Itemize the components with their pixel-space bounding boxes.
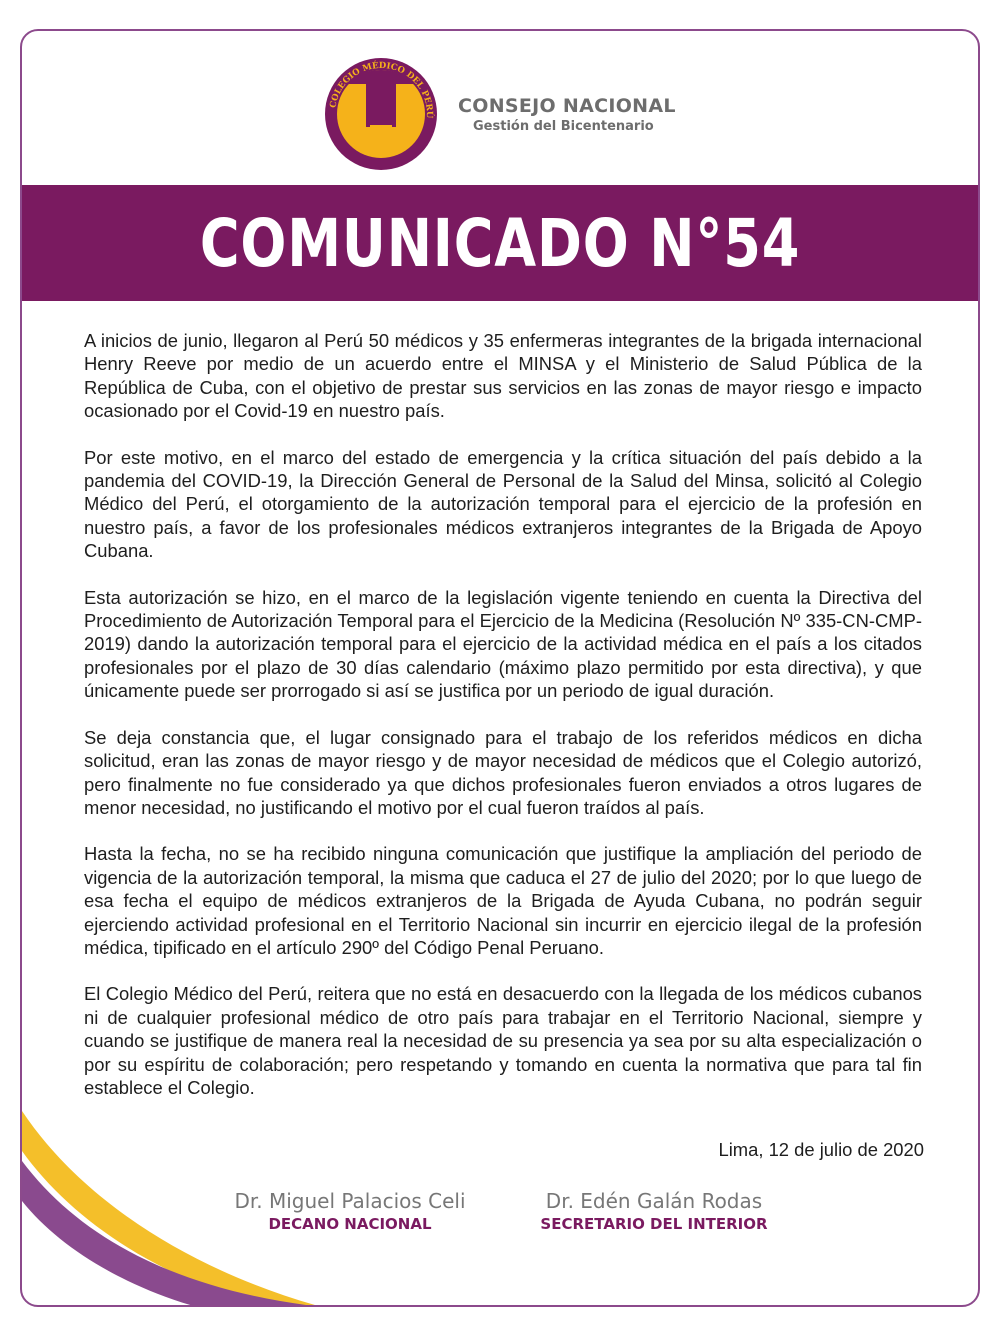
paragraph-2: Por este motivo, en el marco del estado de emergencia y la crítica situación del país debido a la pandemia del COVID-19, la Dirección General de Personal de la Salud del Minsa, solicitó al Colegio Médico del Perú, el otorgamiento de la autorización temporal para el ejercicio de la profesión en nuestro país, a favor de los profesionales médicos extranjeros integrantes de la Brigada de Apoyo Cubana. xyxy=(84,446,922,562)
logo-ring-text: COLEGIO MÉDICO DEL PERÚ xyxy=(328,60,435,119)
signature-role: SECRETARIO DEL INTERIOR xyxy=(540,1215,768,1233)
signature-role: DECANO NACIONAL xyxy=(268,1215,432,1233)
title-banner xyxy=(22,185,978,301)
org-name: CONSEJO NACIONAL xyxy=(458,95,676,117)
signature-secretary xyxy=(534,1189,774,1233)
signature-name: Dr. Edén Galán Rodas xyxy=(545,1189,763,1213)
org-subtitle: Gestión del Bicentenario xyxy=(473,119,654,134)
signature-name: Dr. Miguel Palacios Celi xyxy=(234,1189,466,1213)
date-line: Lima, 12 de julio de 2020 xyxy=(718,1139,924,1160)
org-heading xyxy=(458,95,676,134)
communique-card xyxy=(20,29,980,1307)
paragraph-5: Hasta la fecha, no se ha recibido ninguna comunicación que justifique la ampliación del periodo de vigencia de la autorización temporal, la misma que caduca el 27 de julio del 2020; por lo que luego de esa fecha el equipo de médicos extranjeros de la Brigada de Ayuda Cubana, no podrán seguir ejerciendo actividad profesional en el Territorio Nacional sin incurrir en ejercicio ilegal de la profesión médica, tipificado en el artículo 290º del Código Penal Peruano. xyxy=(84,843,922,958)
paragraph-3: Esta autorización se hizo, en el marco de la legislación vigente teniendo en cuenta la Directiva del Procedimiento de Autorización Temporal para el Ejercicio de la Medicina (Resolución Nº 335-CN-CMP-2019) dando la autorización temporal para el ejercicio de la actividad médica en el país a los citados profesionales por el plazo de 30 días calendario (máximo plazo permitido por esta directiva), y que únicamente puede ser prorrogado si así se justifica por un periodo de igual duración. xyxy=(84,586,922,702)
communique-body xyxy=(84,329,922,1122)
colegio-medico-logo xyxy=(324,57,438,171)
decorative-swoosh xyxy=(22,1091,342,1307)
paragraph-6: El Colegio Médico del Perú, reitera que no está en desacuerdo con la llegada de los médicos cubanos ni de cualquier profesional médico de otro país para trabajar en el Territorio Nacional, siempre y cuando se justifique de manera real la necesidad de su presencia ya sea por su alta especialización o por su espíritu de colaboración; pero respetando y tomando en cuenta la normativa que para tal fin establece el Colegio. xyxy=(84,983,922,1098)
paragraph-1: A inicios de junio, llegaron al Perú 50 médicos y 35 enfermeras integrantes de la brigada internacional Henry Reeve por medio de un acuerdo entre el MINSA y el Ministerio de Salud Pública de la República de Cuba, con el objetivo de prestar sus servicios en las zonas de mayor riesgo e impacto ocasionado por el Covid-19 en nuestro país. xyxy=(84,330,922,422)
paragraph-4: Se deja constancia que, el lugar consignado para el trabajo de los referidos médicos en dicha solicitud, eran las zonas de mayor riesgo y de mayor necesidad de médicos que el Colegio autorizó, pero finalmente no fue considerado ya que dichos profesionales fueron enviados a otros lugares de menor necesidad, no justificando el motivo por el cual fueron traídos al país. xyxy=(84,726,922,818)
communique-title: COMUNICADO N°54 xyxy=(199,204,801,282)
